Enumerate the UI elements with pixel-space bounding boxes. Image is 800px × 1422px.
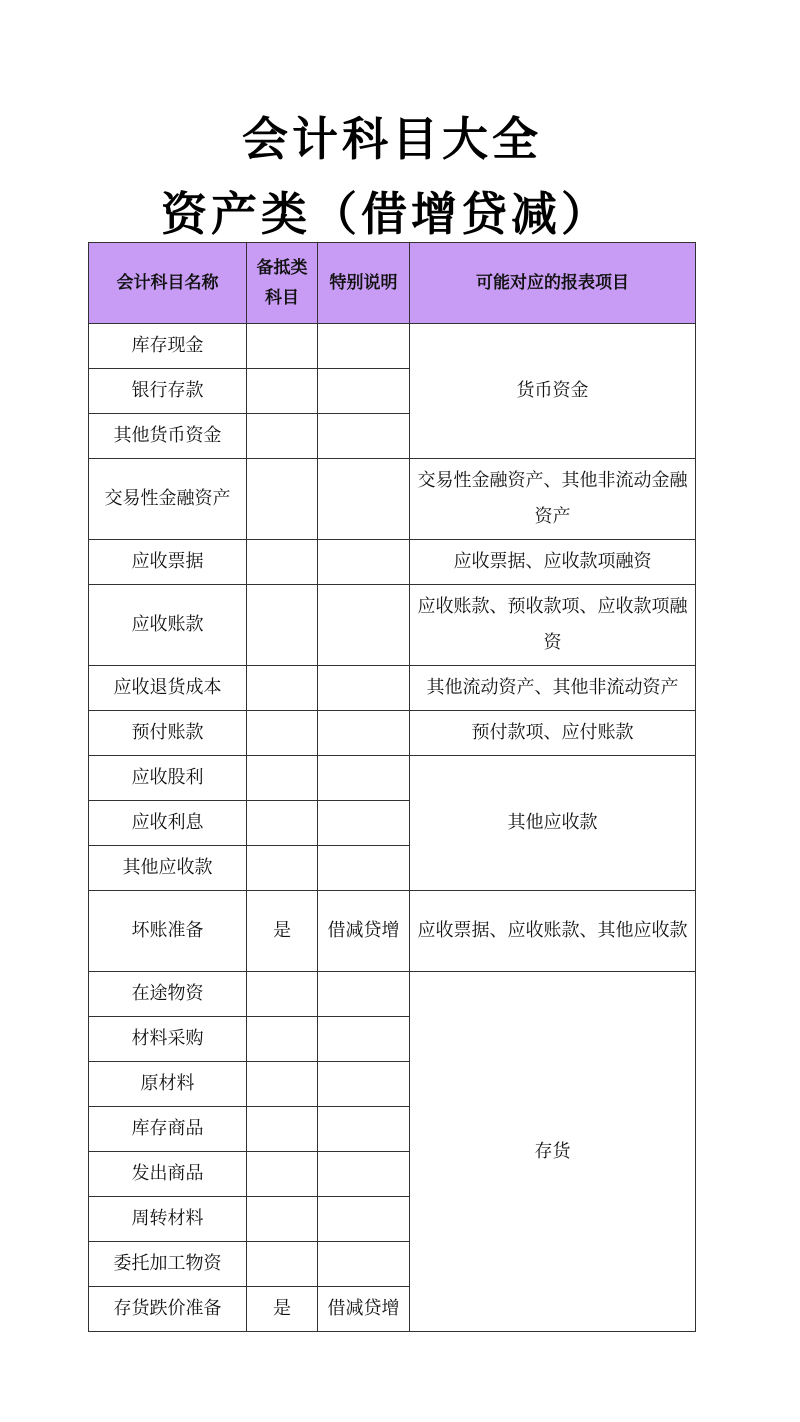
cell-note: [318, 369, 410, 414]
cell-note: 借减贷增: [318, 1287, 410, 1332]
cell-note: [318, 846, 410, 891]
cell-name: 其他货币资金: [89, 414, 247, 459]
cell-note: [318, 324, 410, 369]
cell-contra: [247, 324, 318, 369]
cell-contra: [247, 756, 318, 801]
page-title: 会计科目大全: [242, 112, 542, 166]
cell-name: 发出商品: [89, 1152, 247, 1197]
page-subtitle: 资产类（借增贷减）: [161, 187, 611, 241]
cell-report: 其他应收款: [410, 756, 696, 891]
cell-note: [318, 972, 410, 1017]
cell-report: 货币资金: [410, 324, 696, 459]
cell-contra: [247, 972, 318, 1017]
cell-contra: [247, 1197, 318, 1242]
cell-note: [318, 1152, 410, 1197]
table-row: [89, 324, 696, 369]
table-header-row: [89, 243, 696, 324]
cell-contra: [247, 1062, 318, 1107]
cell-note: [318, 1242, 410, 1287]
cell-note: [318, 801, 410, 846]
cell-note: [318, 756, 410, 801]
cell-name: 原材料: [89, 1062, 247, 1107]
header-report: 可能对应的报表项目: [410, 243, 696, 324]
cell-contra: [247, 666, 318, 711]
accounts-table: [88, 242, 696, 1332]
cell-report: 应收账款、预收款项、应收款项融资: [410, 585, 696, 666]
cell-contra: [247, 1107, 318, 1152]
cell-report: 应收票据、应收账款、其他应收款: [410, 891, 696, 972]
table-row: [89, 585, 696, 666]
table-row: [89, 540, 696, 585]
cell-note: [318, 666, 410, 711]
cell-note: [318, 1107, 410, 1152]
cell-contra: [247, 1242, 318, 1287]
cell-name: 应收票据: [89, 540, 247, 585]
cell-name: 材料采购: [89, 1017, 247, 1062]
cell-name: 预付账款: [89, 711, 247, 756]
cell-name: 周转材料: [89, 1197, 247, 1242]
cell-contra: [247, 414, 318, 459]
cell-note: [318, 1017, 410, 1062]
cell-note: 借减贷增: [318, 891, 410, 972]
table-row: [89, 756, 696, 801]
cell-name: 应收账款: [89, 585, 247, 666]
cell-report: 预付款项、应付账款: [410, 711, 696, 756]
cell-name: 应收利息: [89, 801, 247, 846]
table-row: [89, 891, 696, 972]
cell-name: 银行存款: [89, 369, 247, 414]
cell-note: [318, 1197, 410, 1242]
cell-contra: [247, 846, 318, 891]
header-contra: 备抵类科目: [247, 243, 318, 324]
cell-note: [318, 1062, 410, 1107]
cell-contra: [247, 801, 318, 846]
cell-note: [318, 414, 410, 459]
header-note: 特别说明: [318, 243, 410, 324]
cell-name: 应收股利: [89, 756, 247, 801]
cell-name: 其他应收款: [89, 846, 247, 891]
cell-name: 交易性金融资产: [89, 459, 247, 540]
cell-contra: [247, 1152, 318, 1197]
table-row: [89, 711, 696, 756]
cell-name: 委托加工物资: [89, 1242, 247, 1287]
cell-contra: [247, 459, 318, 540]
cell-contra: 是: [247, 1287, 318, 1332]
table-row: [89, 459, 696, 540]
table-row: [89, 666, 696, 711]
cell-report: 存货: [410, 972, 696, 1332]
cell-note: [318, 540, 410, 585]
cell-name: 库存商品: [89, 1107, 247, 1152]
cell-name: 库存现金: [89, 324, 247, 369]
cell-contra: [247, 711, 318, 756]
cell-contra: [247, 585, 318, 666]
cell-contra: [247, 540, 318, 585]
cell-note: [318, 459, 410, 540]
cell-name: 坏账准备: [89, 891, 247, 972]
header-name: 会计科目名称: [89, 243, 247, 324]
cell-name: 应收退货成本: [89, 666, 247, 711]
cell-contra: [247, 369, 318, 414]
cell-report: 应收票据、应收款项融资: [410, 540, 696, 585]
cell-report: 其他流动资产、其他非流动资产: [410, 666, 696, 711]
cell-contra: 是: [247, 891, 318, 972]
cell-name: 存货跌价准备: [89, 1287, 247, 1332]
cell-contra: [247, 1017, 318, 1062]
cell-note: [318, 711, 410, 756]
table-row: [89, 972, 696, 1017]
cell-report: 交易性金融资产、其他非流动金融资产: [410, 459, 696, 540]
cell-name: 在途物资: [89, 972, 247, 1017]
cell-note: [318, 585, 410, 666]
